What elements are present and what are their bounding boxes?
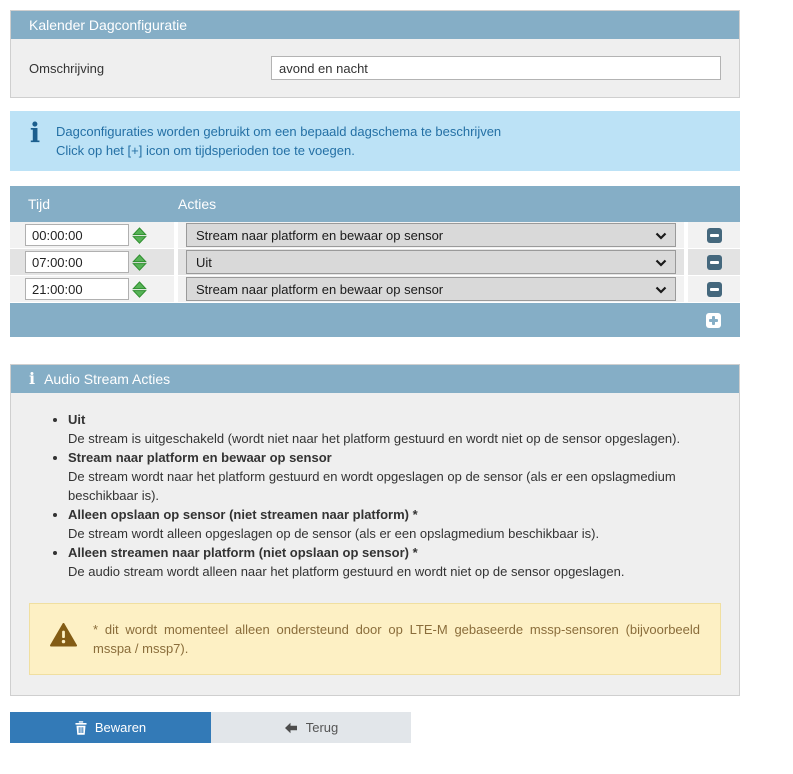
action-select[interactable] xyxy=(186,250,676,274)
remove-period-button[interactable] xyxy=(707,282,722,297)
audio-actions-list xyxy=(68,410,709,581)
time-cell xyxy=(10,249,174,275)
action-cell xyxy=(178,276,684,302)
remove-cell xyxy=(688,249,740,275)
info-line-2: Click op het [+] icon om tijdsperioden toe te voegen. xyxy=(56,143,355,158)
save-button[interactable] xyxy=(10,712,211,743)
arrow-left-icon xyxy=(284,722,298,734)
list-item xyxy=(68,410,709,448)
audio-panel-title: Audio Stream Acties xyxy=(44,371,171,387)
add-period-button[interactable] xyxy=(706,313,721,328)
warning-box xyxy=(29,603,721,675)
action-select[interactable] xyxy=(186,223,676,247)
page-title: Kalender Dagconfiguratie xyxy=(11,11,739,39)
action-description: De stream wordt naar het platform gestuurd en wordt opgeslagen op de sensor (als er een opslagmedium beschikbaar is). xyxy=(68,469,676,503)
info-alert xyxy=(10,111,740,171)
time-stepper-icon[interactable] xyxy=(132,281,147,298)
time-cell xyxy=(10,276,174,302)
action-cell xyxy=(178,222,684,248)
action-name: • Alleen streamen naar platform (niet opslaan op sensor) * xyxy=(68,545,418,560)
action-name: • Uit xyxy=(68,412,86,427)
table-header xyxy=(10,186,740,222)
action-description: De audio stream wordt alleen naar het platform gestuurd en wordt niet op de sensor opgeslagen. xyxy=(68,564,625,579)
action-description: De stream wordt alleen opgeslagen op de sensor (als er een opslagmedium beschikbaar is). xyxy=(68,526,600,541)
info-icon: i xyxy=(29,118,41,149)
info-alert-text xyxy=(56,122,501,160)
column-header-time: Tijd xyxy=(28,196,51,212)
action-description: De stream is uitgeschakeld (wordt niet naar het platform gestuurd en wordt niet op de sensor opgeslagen). xyxy=(68,431,681,446)
table-row xyxy=(10,276,740,302)
time-input[interactable] xyxy=(25,278,129,300)
button-row xyxy=(10,712,740,743)
schedule-table xyxy=(10,186,740,337)
time-cell xyxy=(10,222,174,248)
column-header-actions: Acties xyxy=(178,196,217,212)
back-button[interactable] xyxy=(211,712,411,743)
trash-icon xyxy=(75,721,87,735)
action-name: • Alleen opslaan op sensor (niet streamen naar platform) * xyxy=(68,507,418,522)
table-row xyxy=(10,249,740,275)
audio-actions-panel xyxy=(10,364,740,696)
action-name: • Stream naar platform en bewaar op sensor xyxy=(68,450,332,465)
table-footer xyxy=(10,303,740,337)
time-input[interactable] xyxy=(25,224,129,246)
warning-icon xyxy=(50,623,77,647)
description-input[interactable] xyxy=(271,56,721,80)
remove-period-button[interactable] xyxy=(707,228,722,243)
day-config-panel xyxy=(10,10,740,98)
time-stepper-icon[interactable] xyxy=(132,254,147,271)
table-row xyxy=(10,222,740,248)
warning-text: * dit wordt momenteel alleen ondersteund door op LTE-M gebaseerde mssp-sensoren (bijvoorbeeld msspa / mssp7). xyxy=(93,622,700,656)
info-icon: i xyxy=(29,369,36,388)
remove-period-button[interactable] xyxy=(707,255,722,270)
audio-panel-header xyxy=(11,365,739,393)
action-select[interactable] xyxy=(186,277,676,301)
remove-cell xyxy=(688,222,740,248)
list-item xyxy=(68,543,709,581)
list-item xyxy=(68,505,709,543)
page xyxy=(10,10,740,743)
time-input[interactable] xyxy=(25,251,129,273)
list-item xyxy=(68,448,709,505)
action-cell xyxy=(178,249,684,275)
description-label: Omschrijving xyxy=(29,60,105,76)
remove-cell xyxy=(688,276,740,302)
info-line-1: Dagconfiguraties worden gebruikt om een bepaald dagschema te beschrijven xyxy=(56,124,502,139)
back-button-label: Terug xyxy=(305,720,339,735)
description-row xyxy=(11,39,739,97)
time-stepper-icon[interactable] xyxy=(132,227,147,244)
save-button-label: Bewaren xyxy=(94,720,147,735)
table-body xyxy=(10,222,740,302)
